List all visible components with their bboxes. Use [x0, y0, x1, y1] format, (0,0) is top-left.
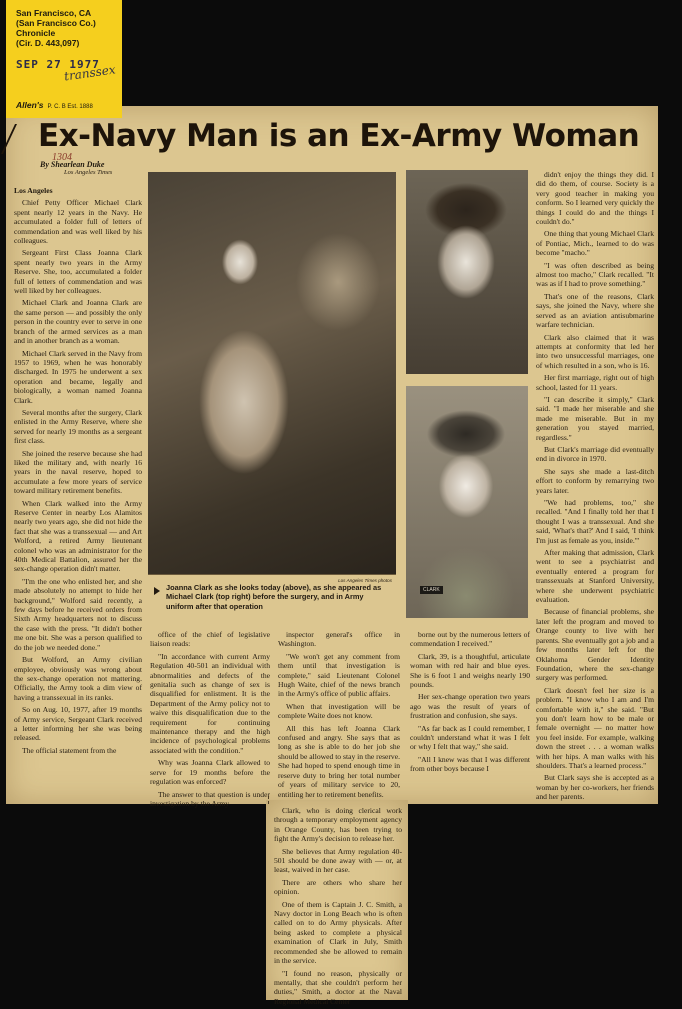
service-small: P. C. B Est. 1888 [47, 104, 93, 110]
paragraph: "We had problems, too," she recalled. "And I finally told her that I thought I was a transsexual. And she said, 'What's that?' And I said, 'I think I'm just as female as you, inside.'" [536, 498, 654, 545]
paragraph: After making that admission, Clark went to see a psychiatrist and eventually entered a program for transsexuals at Stanford University, where she underwent psychiatric evaluation. [536, 548, 654, 605]
paragraph: Clark also claimed that it was attempts at conformity that led her into two unsuccessful marriages, one of which resulted in a son, who is 16. [536, 332, 654, 370]
paragraph: didn't enjoy the things they did. I did do them, of course. Society is a very good teacher in making you conform. So I learned very quickly the things I could do and the things I couldn't do." [536, 170, 654, 227]
paragraph: Clark doesn't feel her size is a problem. "I know who I am and I'm comfortable with it," she said. "But you don't learn how to be male or female overnight — no matter how you feel inside. For example, walking down the street . . . a woman walks with her hips. A man walks with his shoulders. That's a learned process." [536, 685, 654, 770]
clipping-service-label [6, 0, 122, 118]
paragraph: Chief Petty Officer Michael Clark spent nearly 12 years in the Navy. He accumulated a folder full of letters of commendation and was well liked by his colleagues. [14, 198, 142, 246]
photo-michael-clark [406, 170, 528, 374]
paragraph: "I can describe it simply," Clark said. "I made her miserable and she made me miserable. But in my generation you stayed married, regardless." [536, 394, 654, 442]
paragraph: Several months after the surgery, Clark enlisted in the Army Reserve, where she served for nearly 19 months as a sergeant first class. [14, 407, 142, 446]
article-column-3 [278, 630, 400, 802]
paragraph: One of them is Captain J. C. Smith, a Navy doctor in Long Beach who is often called on to do Army physicals. After being asked to complete a physical examination of Clark in July, Smith recommended she be allowed to remain in the service. [274, 899, 402, 966]
caption-text: Joanna Clark as she looks today (above), as she appeared as Michael Clark (top right) before the surgery, and in Army uniform after that operation [166, 583, 382, 611]
paragraph: Clark, 39, is a thoughtful, articulate woman with red hair and blue eyes. She is 6 foot 1 and weighs nearly 190 pounds. [410, 651, 530, 690]
label-line: Chronicle [16, 28, 56, 38]
photo-joanna-clark [148, 172, 396, 574]
paragraph: borne out by the numerous letters of commendation I received." [410, 630, 530, 649]
paragraph: There are others who share her opinion. [274, 877, 402, 897]
paragraph: Her sex-change operation two years ago was the result of years of frustration and confusion, she says. [410, 692, 530, 721]
paragraph: One thing that young Michael Clark of Pontiac, Mich., learned to do was become "macho." [536, 229, 654, 258]
dateline: Los Angeles [14, 186, 53, 195]
caption-bullet-icon [154, 587, 160, 595]
service-name [16, 100, 93, 110]
paragraph: That's one of the reasons, Clark says, she joined the Navy, where she served as an aviation antisubmarine warfare technician. [536, 291, 654, 330]
label-line: (Cir. D. 443,097) [16, 38, 80, 48]
paragraph: The official statement from the [22, 745, 117, 755]
paragraph: All this has left Joanna Clark confused and angry. She says that as long as she is able to do her job she should be allowed to stay in the reserve. She had hoped to spend enough time in reserve duty to bring her total number of years of military service to 20, entitling her to retirement benefits. [278, 723, 400, 799]
article-column-1 [14, 186, 142, 758]
byline-author: By Shearlean Duke [40, 160, 105, 169]
paragraph: But Clark's marriage did eventually end in divorce in 1970. [536, 444, 654, 464]
paragraph: "As far back as I could remember, I couldn't understand what it was I felt or why I felt that way," she said. [410, 723, 530, 752]
paragraph: Why was Joanna Clark allowed to serve for 19 months before the regulation was enforced? [150, 758, 270, 787]
photo-army-uniform [406, 386, 528, 618]
article-column-4 [410, 630, 530, 777]
paragraph: Sergeant First Class Joanna Clark spent nearly two years in the Army Reserve. She, too, accumulated a folder full of letters of commendation and was well liked by her colleagues. [14, 248, 142, 296]
uniform-nametag: CLARK [420, 586, 443, 594]
paragraph: Clark, who is doing clerical work through a temporary employment agency in Orange County, has been trying to fight the Army's decision to release her. [274, 806, 402, 844]
paragraph: Because of financial problems, she later left the program and moved to Orange county to live with her parents. She eventually got a job and a few months later left for the Oklahoma Gender Identity Foundation, where the sex-change surgery was performed. [536, 607, 654, 683]
label-line: (San Francisco Co.) [16, 18, 96, 28]
paragraph: "We won't get any comment from them until that investigation is complete," said Lieutenant Colonel Hugh Waite, chief of the news branch in the Army's office of public affairs. [278, 651, 400, 699]
paragraph: Michael Clark served in the Navy from 1957 to 1969, when he was honorably discharged. In 1975 he underwent a sex operation and became, legally and biologically, a woman named Joanna Clark. [14, 348, 142, 405]
paragraph: Her first marriage, right out of high school, lasted for 11 years. [536, 373, 654, 392]
paragraph: office of the chief of legislative liaison reads: [150, 630, 270, 649]
paragraph: "All I knew was that I was different from other boys because I [410, 754, 530, 774]
paragraph: She believes that Army regulation 40-501 should be done away with — or, at least, waived in her case. [274, 846, 402, 875]
paragraph: She says she made a last-ditch effort to conform by remarrying two years later. [536, 466, 654, 495]
date-stamp: SEP 27 1977 [16, 58, 100, 71]
article-column-5 [536, 170, 654, 805]
handwritten-note: transsex [63, 62, 117, 84]
photo-caption [148, 574, 396, 616]
paragraph: "I was often described as being almost too macho," Clark recalled. "It was as if I had to prove something." [536, 260, 654, 289]
paragraph: inspector general's office in Washington. [278, 630, 400, 649]
paragraph: She joined the reserve because she had liked the military and, with nearly 16 years in the naval reserve, hoped to accumulate a few more years of service toward military retirement benefits. [14, 448, 142, 496]
label-line: San Francisco, CA [16, 8, 92, 18]
article-column-2 [150, 630, 270, 811]
paragraph: "In accordance with current Army Regulation 40-501 an individual with abnormalities and defects of the genitalia such as change of sex is disqualified for enlistment. It is the Department of the Army policy not to waive this disqualification due to the requirement for continuing maintenance therapy and the high incidence of psychological problems associated with the condition." [150, 651, 270, 755]
byline-paper: Los Angeles Times [64, 169, 113, 176]
paragraph: The answer to that question is under investigation by the Army [150, 789, 270, 808]
cut-line [268, 796, 269, 804]
paragraph: "I found no reason, physically or mentally, that she couldn't perform her duties," Smith, a doctor at the Naval Regional Medical Center [274, 968, 402, 1006]
service-name-text: Allen's [16, 100, 44, 110]
paragraph: So on Aug. 10, 1977, after 19 months of Army service, Sergeant Clark received a letter informing her she was being released. [14, 705, 142, 743]
paragraph: But Clark says she is accepted as a woman by her co-workers, her friends and her parents. [536, 773, 654, 802]
paragraph: When that investigation will be complete Waite does not know. [278, 701, 400, 721]
headline: Ex-Navy Man is an Ex-Army Woman [38, 118, 640, 154]
byline [40, 160, 112, 176]
paragraph: "I'm the one who enlisted her, and she made absolutely no attempt to hide her background," Wolford said recently, a few days before he received orders from Sixth Army headquarters not to discuss the case with the press. "It didn't bother me one bit. She was a person qualified to do the job we needed done." [14, 576, 142, 652]
photo-credit: Los Angeles Times photos [338, 578, 392, 583]
handwritten-number: 1304 [52, 152, 72, 163]
paragraph: When Clark walked into the Army Reserve Center in nearby Los Alamitos nearly two years ago, she did not hide the fact that she was a transsexual — and Art Wolford, a retired Army lieutenant colonel who was an administrator for the 40th Medical Battalion, assured her the sex-change operation didn't matter. [14, 498, 142, 574]
article-column-3-continued [274, 806, 402, 1009]
paragraph: Michael Clark and Joanna Clark are the same person — and possibly the only person in the country ever to serve in one branch of the armed services as a man and in another branch as a woman. [14, 298, 142, 346]
paragraph: But Wolford, an Army civilian employee, obviously was wrong about the sex-change operation not mattering. Officially, the Army took a dim view of having a transsexual in its ranks. [14, 655, 142, 702]
